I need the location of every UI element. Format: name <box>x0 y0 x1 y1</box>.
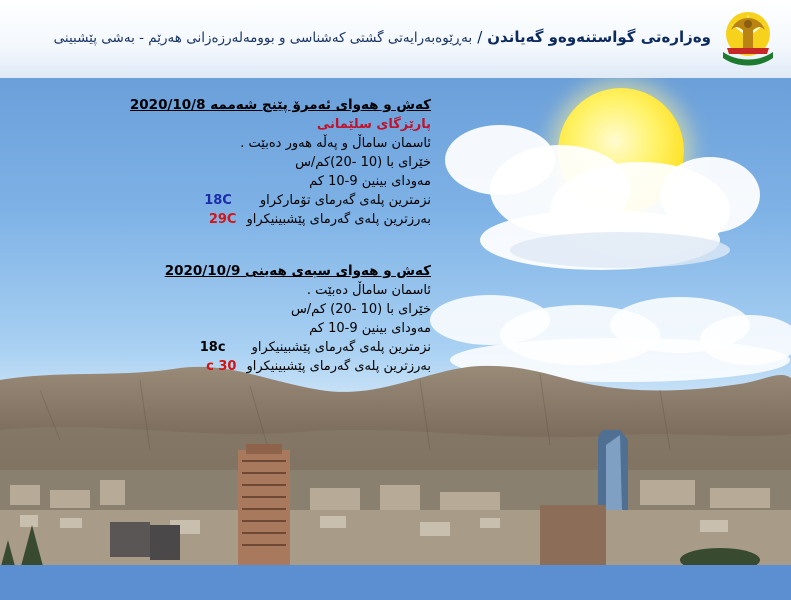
forecast-tomorrow-heading: کەش و هەوای سبەی هەینی 2020/10/9 <box>164 263 431 279</box>
glass-tower <box>598 430 628 510</box>
department-name: بەڕێوەبەرایەتی گشتی کەشناسی و بوومەلەرزەزانی هەرێم - بەشی پێشبینی <box>53 30 473 46</box>
forecast-tomorrow-min-row <box>165 338 431 357</box>
forecast-tomorrow-max-row <box>165 357 431 376</box>
forecast-location: پارێزگای سلێمانی <box>316 117 431 132</box>
forecast-today-wind: خێرای با (10 -20)کم/س <box>295 155 431 170</box>
forecast-tomorrow-min-label: نزمترین پلەی گەرمای پێشبینیکراو <box>251 340 431 355</box>
forecast-tomorrow-wind: خێرای با (10 -20) کم/س <box>290 302 431 317</box>
kurdistan-emblem-icon <box>717 4 779 70</box>
forecast-today-min-value: 18C <box>204 193 232 208</box>
forecast-today-min-label: نزمترین پلەی گەرمای تۆمارکراو <box>259 193 431 208</box>
header-separator: / <box>477 28 483 46</box>
forecast-tomorrow-max-value: 30 c <box>206 359 237 374</box>
forecast-today-sky: ئاسمان ساماڵ و پەڵە هەور دەبێت . <box>240 136 431 151</box>
city-skyline <box>0 430 791 570</box>
forecast-tomorrow-min-value: 18c <box>199 340 226 355</box>
header-bar <box>0 0 791 78</box>
forecast-today <box>130 96 431 229</box>
forecast-tomorrow <box>165 262 431 376</box>
tall-building <box>238 444 290 570</box>
ministry-name: وەزارەتی گواستنەوەو گەیاندن <box>487 28 711 46</box>
forecast-today-max-label: بەرزترین پلەی گەرمای پێشبینیکراو <box>246 212 431 227</box>
header-title <box>54 28 711 46</box>
footer-band <box>0 565 791 600</box>
forecast-today-heading: کەش و هەوای ئەمرۆ پێنج شەممە 2020/10/8 <box>129 97 431 113</box>
forecast-tomorrow-sky: ئاسمان ساماڵ دەبێت . <box>306 283 431 298</box>
forecast-today-min-row <box>130 191 431 210</box>
forecast-today-visibility: مەودای بینین 9-10 کم <box>309 174 431 189</box>
forecast-tomorrow-visibility: مەودای بینین 9-10 کم <box>309 321 431 336</box>
forecast-today-max-value: 29C <box>208 212 237 227</box>
cloud-upper <box>440 100 770 275</box>
forecast-today-max-row <box>130 210 431 229</box>
forecast-tomorrow-max-label: بەرزترین پلەی گەرمای پێشبینیکراو <box>246 359 431 374</box>
